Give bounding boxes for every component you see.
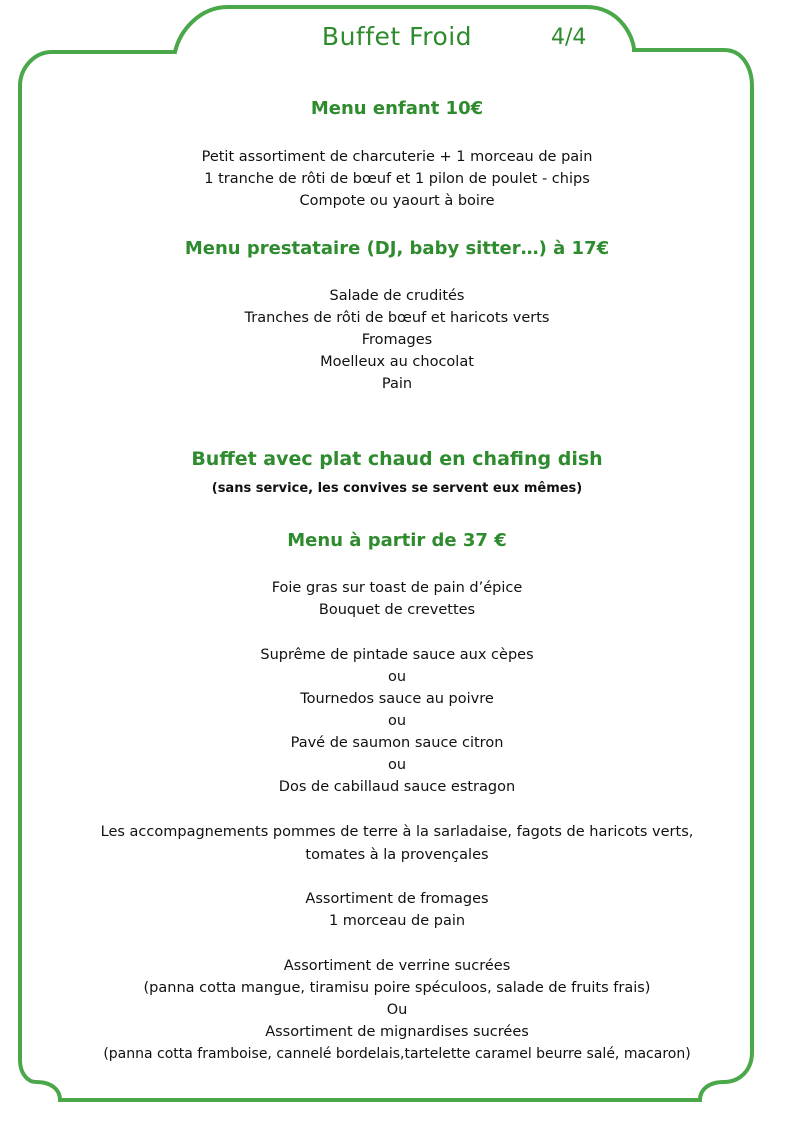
page-title: Buffet Froid <box>321 22 473 51</box>
hot-buffet-note: (sans service, les convives se servent eux mêmes) <box>211 481 583 496</box>
dessert-detail: (panna cotta mangue, tiramisu poire spéculoos, salade de fruits frais) <box>143 980 651 996</box>
dessert-item: Assortiment de mignardises sucrées <box>265 1024 529 1040</box>
cheese-item: 1 morceau de pain <box>328 913 466 929</box>
hot-buffet-heading: Buffet avec plat chaud en chafing dish <box>191 448 603 470</box>
provider-menu-item: Moelleux au chocolat <box>320 354 474 370</box>
page-number: 4/4 <box>551 25 587 50</box>
dessert-separator: Ou <box>386 1002 408 1018</box>
main-course-separator: ou <box>387 713 407 729</box>
cheese-item: Assortiment de fromages <box>305 891 489 907</box>
kids-menu-item: 1 tranche de rôti de bœuf et 1 pilon de poulet - chips <box>204 171 590 187</box>
main-course-separator: ou <box>387 669 407 685</box>
main-course-item: Dos de cabillaud sauce estragon <box>278 779 516 795</box>
dessert-detail: (panna cotta framboise, cannelé bordelais,tartelette caramel beurre salé, macaron) <box>103 1046 691 1062</box>
kids-menu-heading: Menu enfant 10€ <box>310 98 484 119</box>
kids-menu-item: Compote ou yaourt à boire <box>299 193 495 209</box>
main-course-item: Pavé de saumon sauce citron <box>290 735 504 751</box>
main-course-item: Tournedos sauce au poivre <box>300 691 494 707</box>
provider-menu-item: Pain <box>381 376 413 392</box>
kids-menu-item: Petit assortiment de charcuterie + 1 morceau de pain <box>201 149 593 165</box>
sides-line: tomates à la provençales <box>305 847 489 863</box>
dessert-item: Assortiment de verrine sucrées <box>283 958 511 974</box>
sides-line: Les accompagnements pommes de terre à la sarladaise, fagots de haricots verts, <box>100 824 694 840</box>
main-course-separator: ou <box>387 757 407 773</box>
provider-menu-heading: Menu prestataire (DJ, baby sitter…) à 17€ <box>184 238 610 259</box>
provider-menu-item: Salade de crudités <box>329 288 465 304</box>
starter-item: Foie gras sur toast de pain d’épice <box>271 580 523 596</box>
starter-item: Bouquet de crevettes <box>318 602 476 618</box>
main-course-item: Suprême de pintade sauce aux cèpes <box>260 647 534 663</box>
provider-menu-item: Fromages <box>361 332 433 348</box>
main-menu-heading: Menu à partir de 37 € <box>287 530 507 551</box>
provider-menu-item: Tranches de rôti de bœuf et haricots verts <box>244 310 550 326</box>
